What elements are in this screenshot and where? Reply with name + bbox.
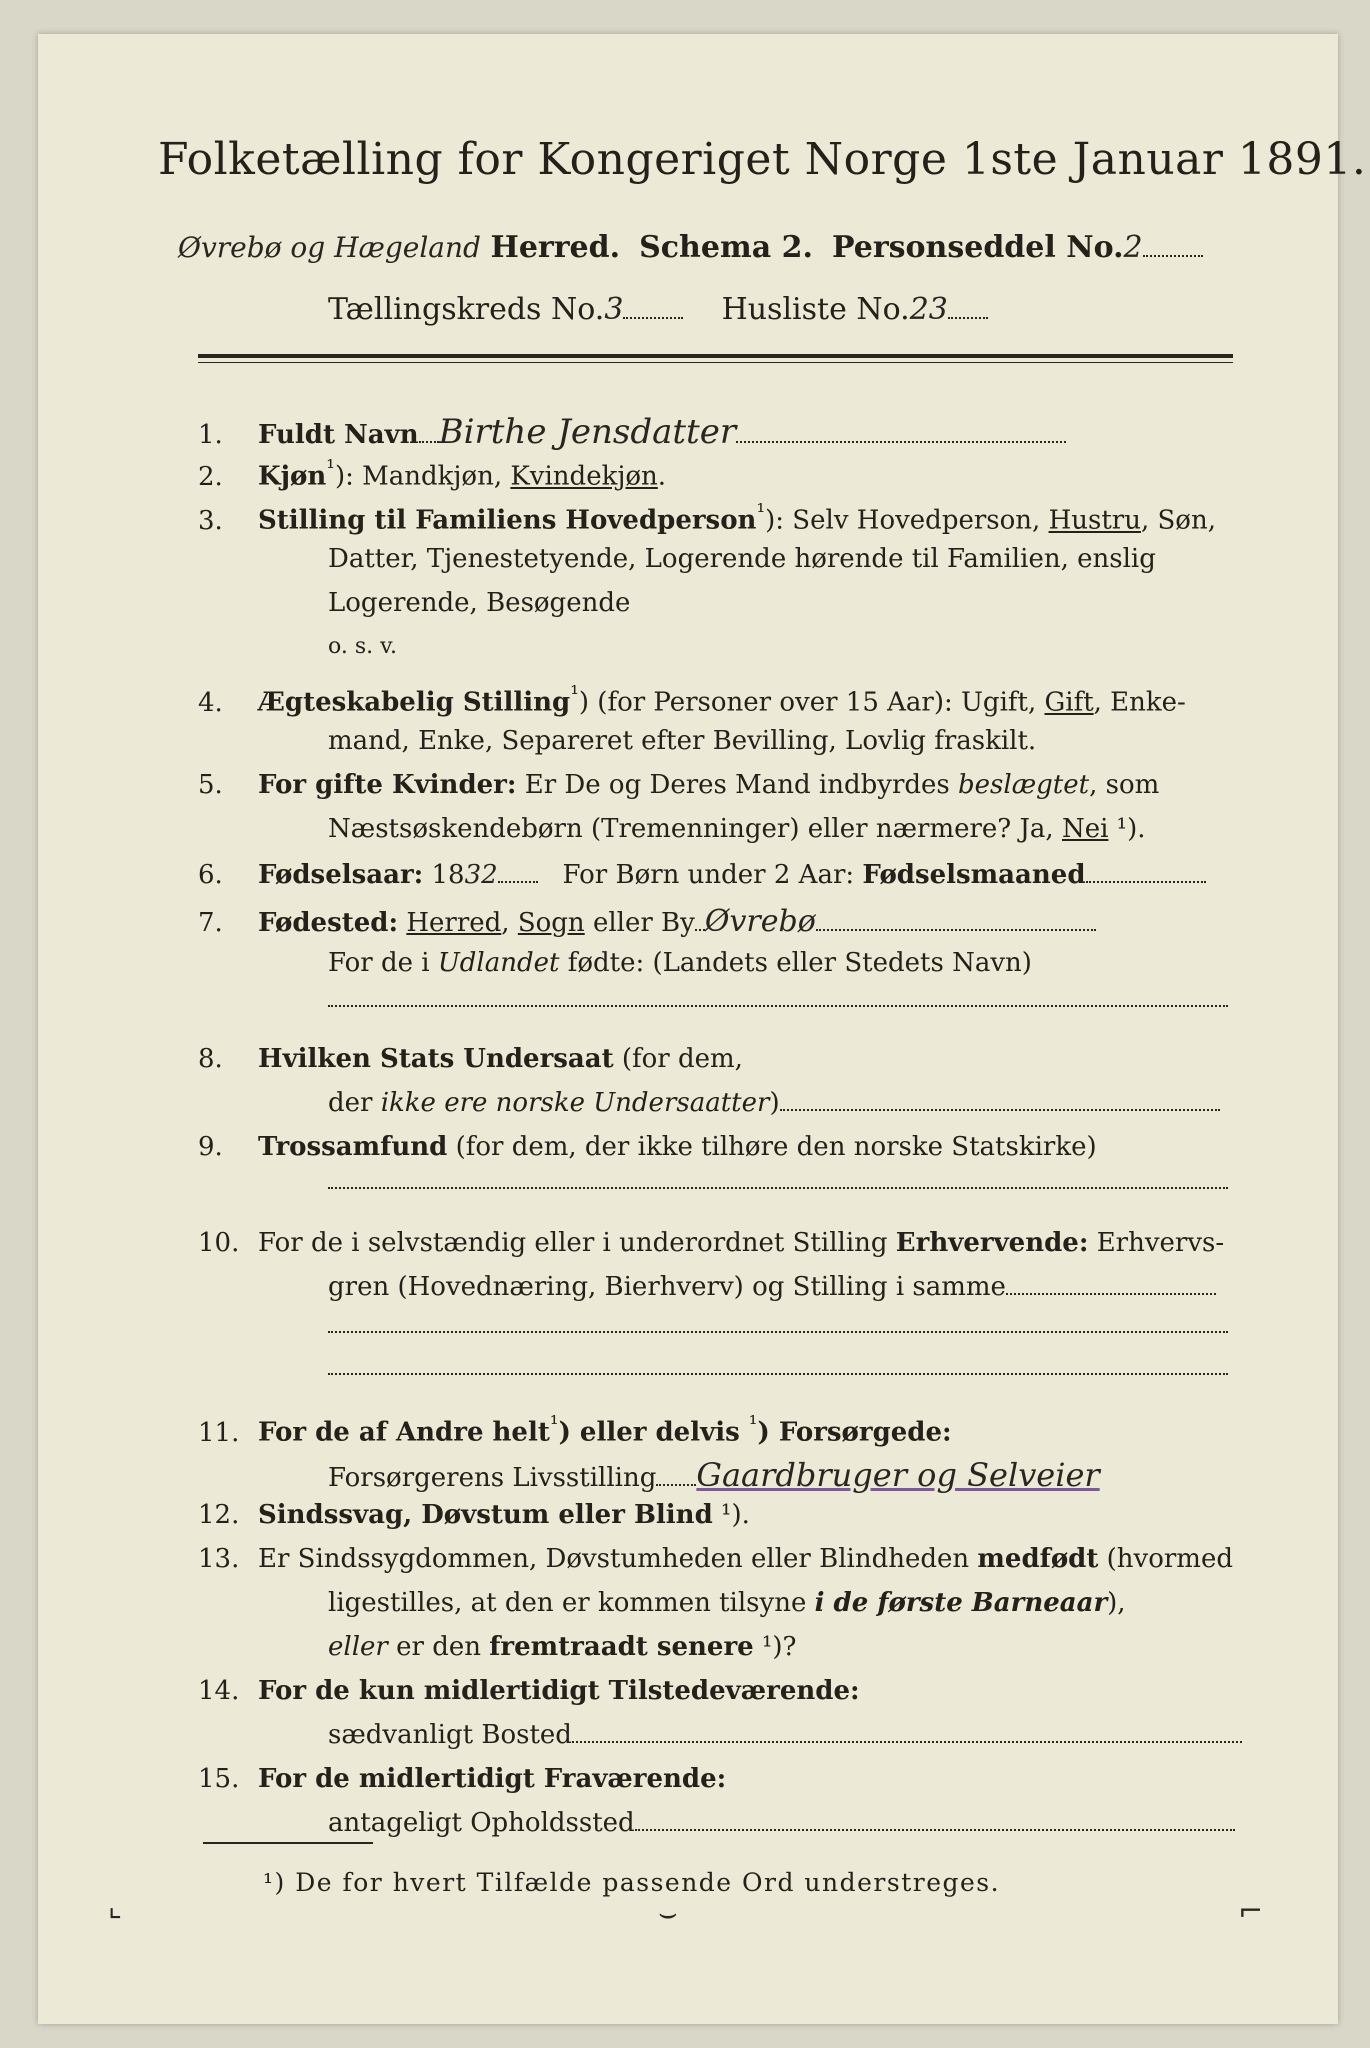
census-form-page: [38, 34, 1367, 2024]
personseddel-label: Personseddel No.: [831, 230, 1124, 265]
schema-label: Schema 2.: [639, 230, 813, 265]
header-rule-thick: [198, 354, 1233, 358]
field-4-line2: mand, Enke, Separeret efter Bevilling, Lovlig fraskilt.: [328, 726, 1037, 756]
field-7-blank-line: [198, 984, 1368, 1014]
field-3-position: 3. Stilling til Familiens Hovedperson$^{^1}$): Selv Hovedperson, Hustru, Søn,: [198, 500, 1216, 536]
field-13-line3: eller er den fremtraadt senere ¹)?: [328, 1632, 797, 1662]
field-3-line4: o. s. v.: [328, 634, 397, 659]
field-12-disability: 12. Sindssvag, Døvstum eller Blind ¹).: [198, 1500, 750, 1530]
kreds-number: 3: [604, 292, 624, 327]
footnote-rule: [203, 1842, 373, 1844]
personseddel-number: 2: [1123, 230, 1143, 265]
footnote: ¹) De for hvert Tilfælde passende Ord understreges.: [263, 1868, 1001, 1897]
herred-label: Herred.: [490, 230, 621, 265]
field-10-occupation: 10. For de i selvstændig eller i underordnet Stilling Erhvervende: Erhvervs-: [198, 1228, 1225, 1258]
field-3-line2: Datter, Tjenestetyende, Logerende hørende til Familien, enslig: [328, 544, 1156, 574]
field-10-line2: gren (Hovednæring, Bierhverv) og Stilling i samme: [198, 1272, 1368, 1302]
field-14-line2: sædvanligt Bosted: [198, 1720, 1368, 1750]
field-2-gender: 2. Kjøn$^{^1}$): Mandkjøn, Kvindekjøn.: [198, 456, 667, 492]
field-13-congenital: 13. Er Sindssygdommen, Døvstumheden eller Blindheden medfødt (hvormed: [198, 1544, 1233, 1574]
header-row-herred: [178, 230, 1203, 265]
field-13-line2: ligestilles, at den er kommen tilsyne i de første Barneaar),: [328, 1588, 1126, 1618]
field-10-blank-2: [198, 1352, 1368, 1382]
header-rule-thin: [198, 362, 1233, 363]
field-9-blank-line: [198, 1166, 1368, 1196]
field-7-birthplace: 7. Fødested: Herred, Sogn eller By Øvrebø: [198, 904, 1238, 939]
field-8-line2: der ikke ere norske Undersaatter): [198, 1088, 1368, 1118]
field-15-line2: antageligt Opholdssted: [198, 1808, 1368, 1838]
field-15-temporary-absent: 15. For de midlertidigt Fraværende:: [198, 1764, 727, 1794]
field-8-citizenship: 8. Hvilken Stats Undersaat (for dem,: [198, 1044, 743, 1074]
center-mark: ⌣: [658, 1896, 678, 1931]
provider-occupation-value: Gaardbruger og Selveier: [696, 1456, 1100, 1494]
field-5-line2: Næstsøskendebørn (Tremenninger) eller nærmere? Ja, Nei ¹).: [328, 814, 1146, 844]
husliste-number: 23: [909, 292, 948, 327]
field-1-name: 1. Fuldt Navn Birthe Jensdatter: [198, 412, 1238, 452]
birthyear-value: 32: [464, 860, 498, 890]
field-5-married: 5. For gifte Kvinder: Er De og Deres Mand indbyrdes beslægtet, som: [198, 770, 1160, 800]
field-11-line2: Forsørgerens Livsstilling Gaardbruger og Selveier: [328, 1456, 1100, 1494]
field-4-marital: 4. Ægteskabelig Stilling$^{^1}$) (for Personer over 15 Aar): Ugift, Gift, Enke-: [198, 682, 1186, 718]
birthplace-value: Øvrebø: [704, 904, 816, 939]
corner-mark-right: ⌐: [1238, 1894, 1264, 1929]
corner-mark-left: ⌞: [108, 1889, 123, 1924]
husliste-label: Husliste No.: [721, 292, 910, 327]
field-7-line2: For de i Udlandet fødte: (Landets eller Stedets Navn): [328, 948, 1032, 978]
field-11-supported: 11. For de af Andre helt$^{^1}$) eller delvis $^{^1}$) Forsørgede:: [198, 1412, 952, 1448]
herred-name-handwritten: Øvrebø og Hægeland: [178, 231, 481, 264]
kreds-label: Tællingskreds No.: [328, 292, 605, 327]
field-6-birthyear: 6. Fødselsaar: 1832 For Børn under 2 Aar: Fødselsmaaned: [198, 860, 1238, 890]
form-title: Folketælling for Kongeriget Norge 1ste Januar 1891.: [158, 134, 1367, 185]
field-10-blank-1: [198, 1310, 1368, 1340]
field-14-temporary-present: 14. For de kun midlertidigt Tilstedeværende:: [198, 1676, 860, 1706]
field-9-religion: 9. Trossamfund (for dem, der ikke tilhøre den norske Statskirke): [198, 1132, 1097, 1162]
name-value: Birthe Jensdatter: [438, 412, 737, 452]
header-row-kreds: [328, 292, 988, 327]
field-3-line3: Logerende, Besøgende: [328, 588, 631, 618]
